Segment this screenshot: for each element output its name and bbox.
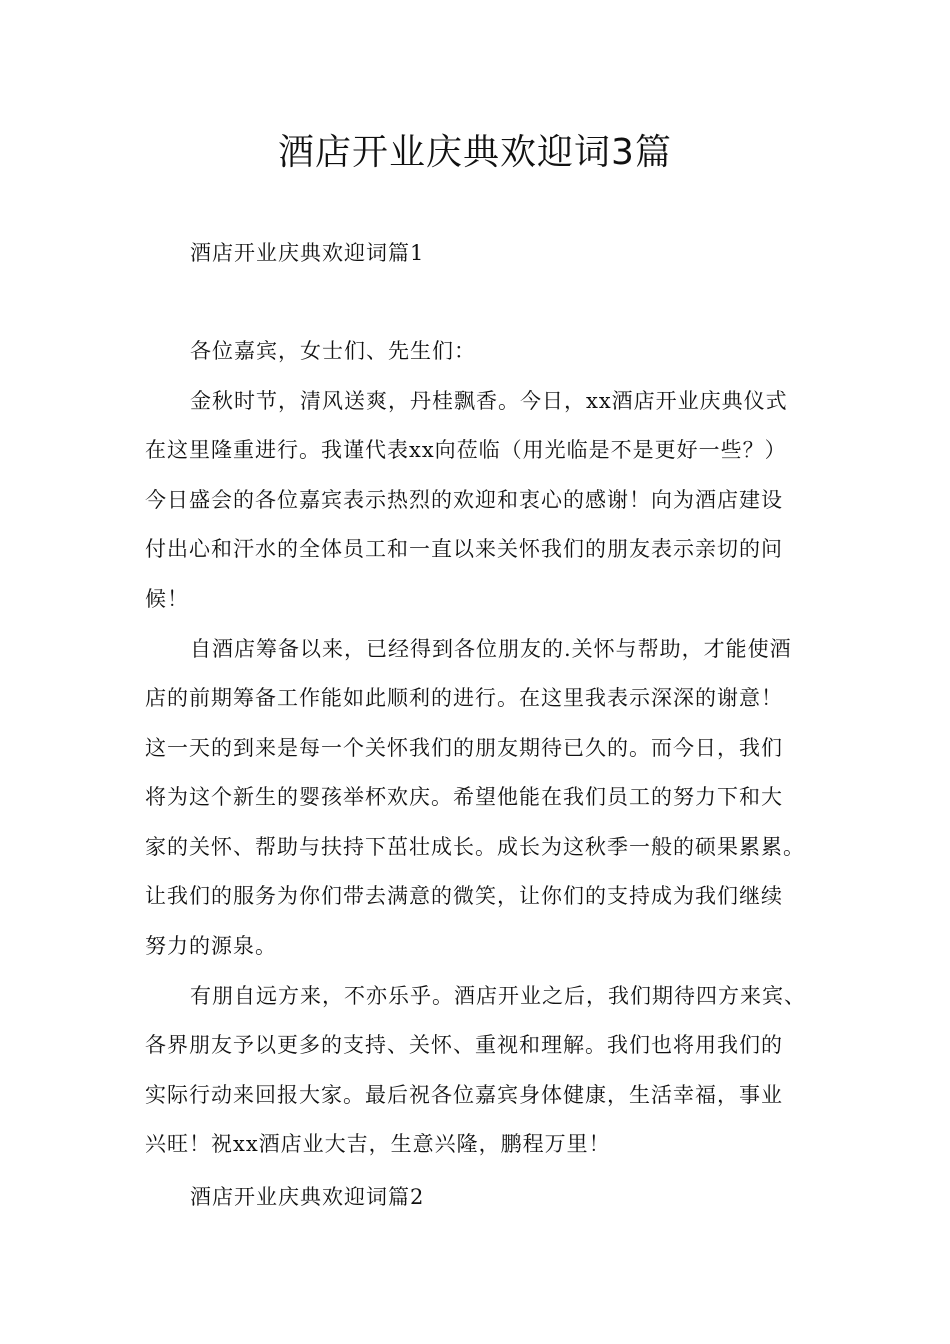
paragraph-line: 让我们的服务为你们带去满意的微笑，让你们的支持成为我们继续 xyxy=(145,884,783,908)
paragraph-line: 自酒店筹备以来，已经得到各位朋友的.关怀与帮助，才能使酒 xyxy=(190,637,792,661)
paragraph-line: 在这里隆重进行。我谨代表xx向莅临（用光临是不是更好一些？） xyxy=(145,438,787,462)
document-title: 酒店开业庆典欢迎词3篇 xyxy=(278,132,672,173)
paragraph-line: 兴旺！祝xx酒店业大吉，生意兴隆，鹏程万里！ xyxy=(145,1132,611,1156)
paragraph-line: 付出心和汗水的全体员工和一直以来关怀我们的朋友表示亲切的问 xyxy=(145,537,783,561)
paragraph-line: 实际行动来回报大家。最后祝各位嘉宾身体健康，生活幸福，事业 xyxy=(145,1083,783,1107)
paragraph-line: 家的关怀、帮助与扶持下茁壮成长。成长为这秋季一般的硕果累累。 xyxy=(145,835,805,859)
paragraph-line: 店的前期筹备工作能如此顺利的进行。在这里我表示深深的谢意！ xyxy=(145,686,783,710)
paragraph-line: 候！ xyxy=(145,587,189,611)
paragraph-line: 努力的源泉。 xyxy=(145,934,277,958)
greeting-line: 各位嘉宾，女士们、先生们： xyxy=(190,339,476,363)
paragraph-line: 今日盛会的各位嘉宾表示热烈的欢迎和衷心的感谢！向为酒店建设 xyxy=(145,488,783,512)
section-heading-2: 酒店开业庆典欢迎词篇2 xyxy=(190,1185,425,1209)
paragraph-line: 各界朋友予以更多的支持、关怀、重视和理解。我们也将用我们的 xyxy=(145,1033,783,1057)
paragraph-line: 有朋自远方来，不亦乐乎。酒店开业之后，我们期待四方来宾、 xyxy=(190,984,806,1008)
paragraph-line: 金秋时节，清风送爽，丹桂飘香。今日，xx酒店开业庆典仪式 xyxy=(190,389,788,413)
paragraph-line: 将为这个新生的婴孩举杯欢庆。希望他能在我们员工的努力下和大 xyxy=(145,785,783,809)
section-heading-1: 酒店开业庆典欢迎词篇1 xyxy=(190,241,425,265)
paragraph-line: 这一天的到来是每一个关怀我们的朋友期待已久的。而今日，我们 xyxy=(145,736,783,760)
